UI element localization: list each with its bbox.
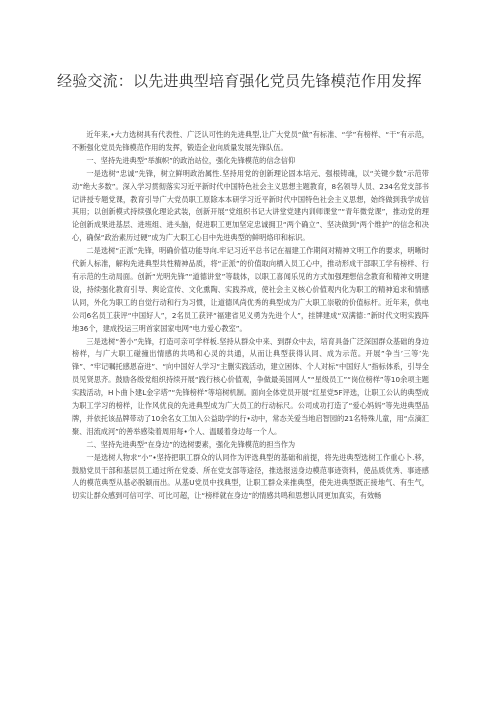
section-heading-2: 二、坚持先进典型“在身边”的选树要素，强化先锋模范的担当作为 bbox=[86, 439, 296, 449]
intro-paragraph: 近年来,•大力选树具有代表性、广泛认可性的先进典型,让广大党员“做”有标准、“学”有榜样、“干”有示范，不断强化党员先锋模范作用的发挥，锻造企业向质量发展先锋队伍。 bbox=[72, 130, 429, 152]
body-paragraph: 三是选树“善小”先锋，打造可亲可学样板.坚持从群众中来、到群众中去，培育具备广泛深国群众基础的身边榜样，与广大职工碰撞出情感的共鸣和心灵的共通，从而让典型获得认同、成为示范。开展”争当’三等’先锋”、“牢记嘱托感恩奋进”、“向中国好人学习“主删实践活动，建立困体、个人对标“中国好人”指标体系，引导全员见贤思齐。鼓励各级党组织持续开展“践行核心价值观，争做最美国网人”“星级员工”“岗位榜样”等10余项主题实践活动，H卜曲卜建L金字塔”“先锋榜样”等培树机制。面向全体党员开展“红星党5F评选，让职工公认的典型成为职工学习的榜样，让作风优良的先进典型成为广大员工的行动标尺。公司成功打造了“爱心妈妈”等先进典型品牌，并依托该品牌带动了10余名女工加入公益助学的行•动中，常态关爱当地启智园的21名特殊儿童，用“点滴汇聚、泪流成河”的善举感染着周用每•个人、温暖着身边每一个人。 bbox=[72, 336, 429, 436]
body-paragraph: 二是选树“正派”先锋，明确价值功能导向.牢记习近平总书记在福建工作期间对精神文明工作的要求，明晰时代新人标准，解构先进典型共性精神品质，将“正派”的价值取向栖入员工心中，推动形成干部职工学有榜样、行有示范的生动局面。创新“光明先锋”“道德讲堂”等载体，以职工喜闻乐见的方式加强理想信念教育和精神文明建设，持续强化教育引导、舆论宣传、文化熏陶、实践养成，使社会主义核心价值观内化为职工的精神追求和情感认同，外化为职工的自觉行动和行为习惯，让道德风尚优秀的典型成为广大职工崇敬的价值标杆。近年来，供电公司6名员工获评“中国好人”，2名员工获评“福建省见义勇为先进个人”，挂牌建成“双满德：”新时代文明实践阵地36个，建成投运三明首家国家电网“电力爱心教室”。 bbox=[72, 246, 429, 333]
body-paragraph: 一是选树人物求“小”•坚持把职工群众的认同作为评选典型的基础和前提，将先进典型选树工作重心卜.移，鼓励党员干部和基层员工通过所在党委、所在党支部等途径，推选报送身边模范事迹资料，使品质优秀、事迹感人的模范典型从基必脱颖而出。从基U党员中找典型，让职工群众来推典型，使先进典型既正接地气、有生气，切实让群众感到可信可学、可比可超，让“榜样就在身边”的情感共鸣和思想认同更加真实，有效畅 bbox=[72, 452, 429, 501]
document-title: 经验交流：以先进典型培育强化党员先锋模范作用发挥 bbox=[57, 72, 422, 90]
document-body bbox=[72, 129, 429, 503]
body-paragraph: 一是选树“忠诚”先锋，树立鲜明政治属性.坚持用党的创新理论固本培元、强根铸魂，以“关键少数”示范带动“绝大多数”。深入学习贯彻落实习近平新时代中国特色社会主义思想主题教育，8名领导人员、234名党支部书记讲授专题党课，教育引导广大党员职工原除本本研学习近平新时代中国特色社会主义思想，始终做到我学成信其用；以创新模式持续强化理论武装，创新开展“党组织书记大讲堂党建内训师课堂”“青年微党课”，推动党的理论创新成果进基层、进班组、进头脑，促进职工更加坚定忠诚拥卫“两个确立”、坚决做到“两个维护”的信念和决心，确保“政治素历过硬”成为广大职工心目中先进典型的鲜明烙印和标识。 bbox=[72, 168, 429, 243]
section-heading-1: 一、坚持先进典型“举旗帜”的政治站位，强化先锋模范的信念信仰 bbox=[86, 155, 296, 165]
